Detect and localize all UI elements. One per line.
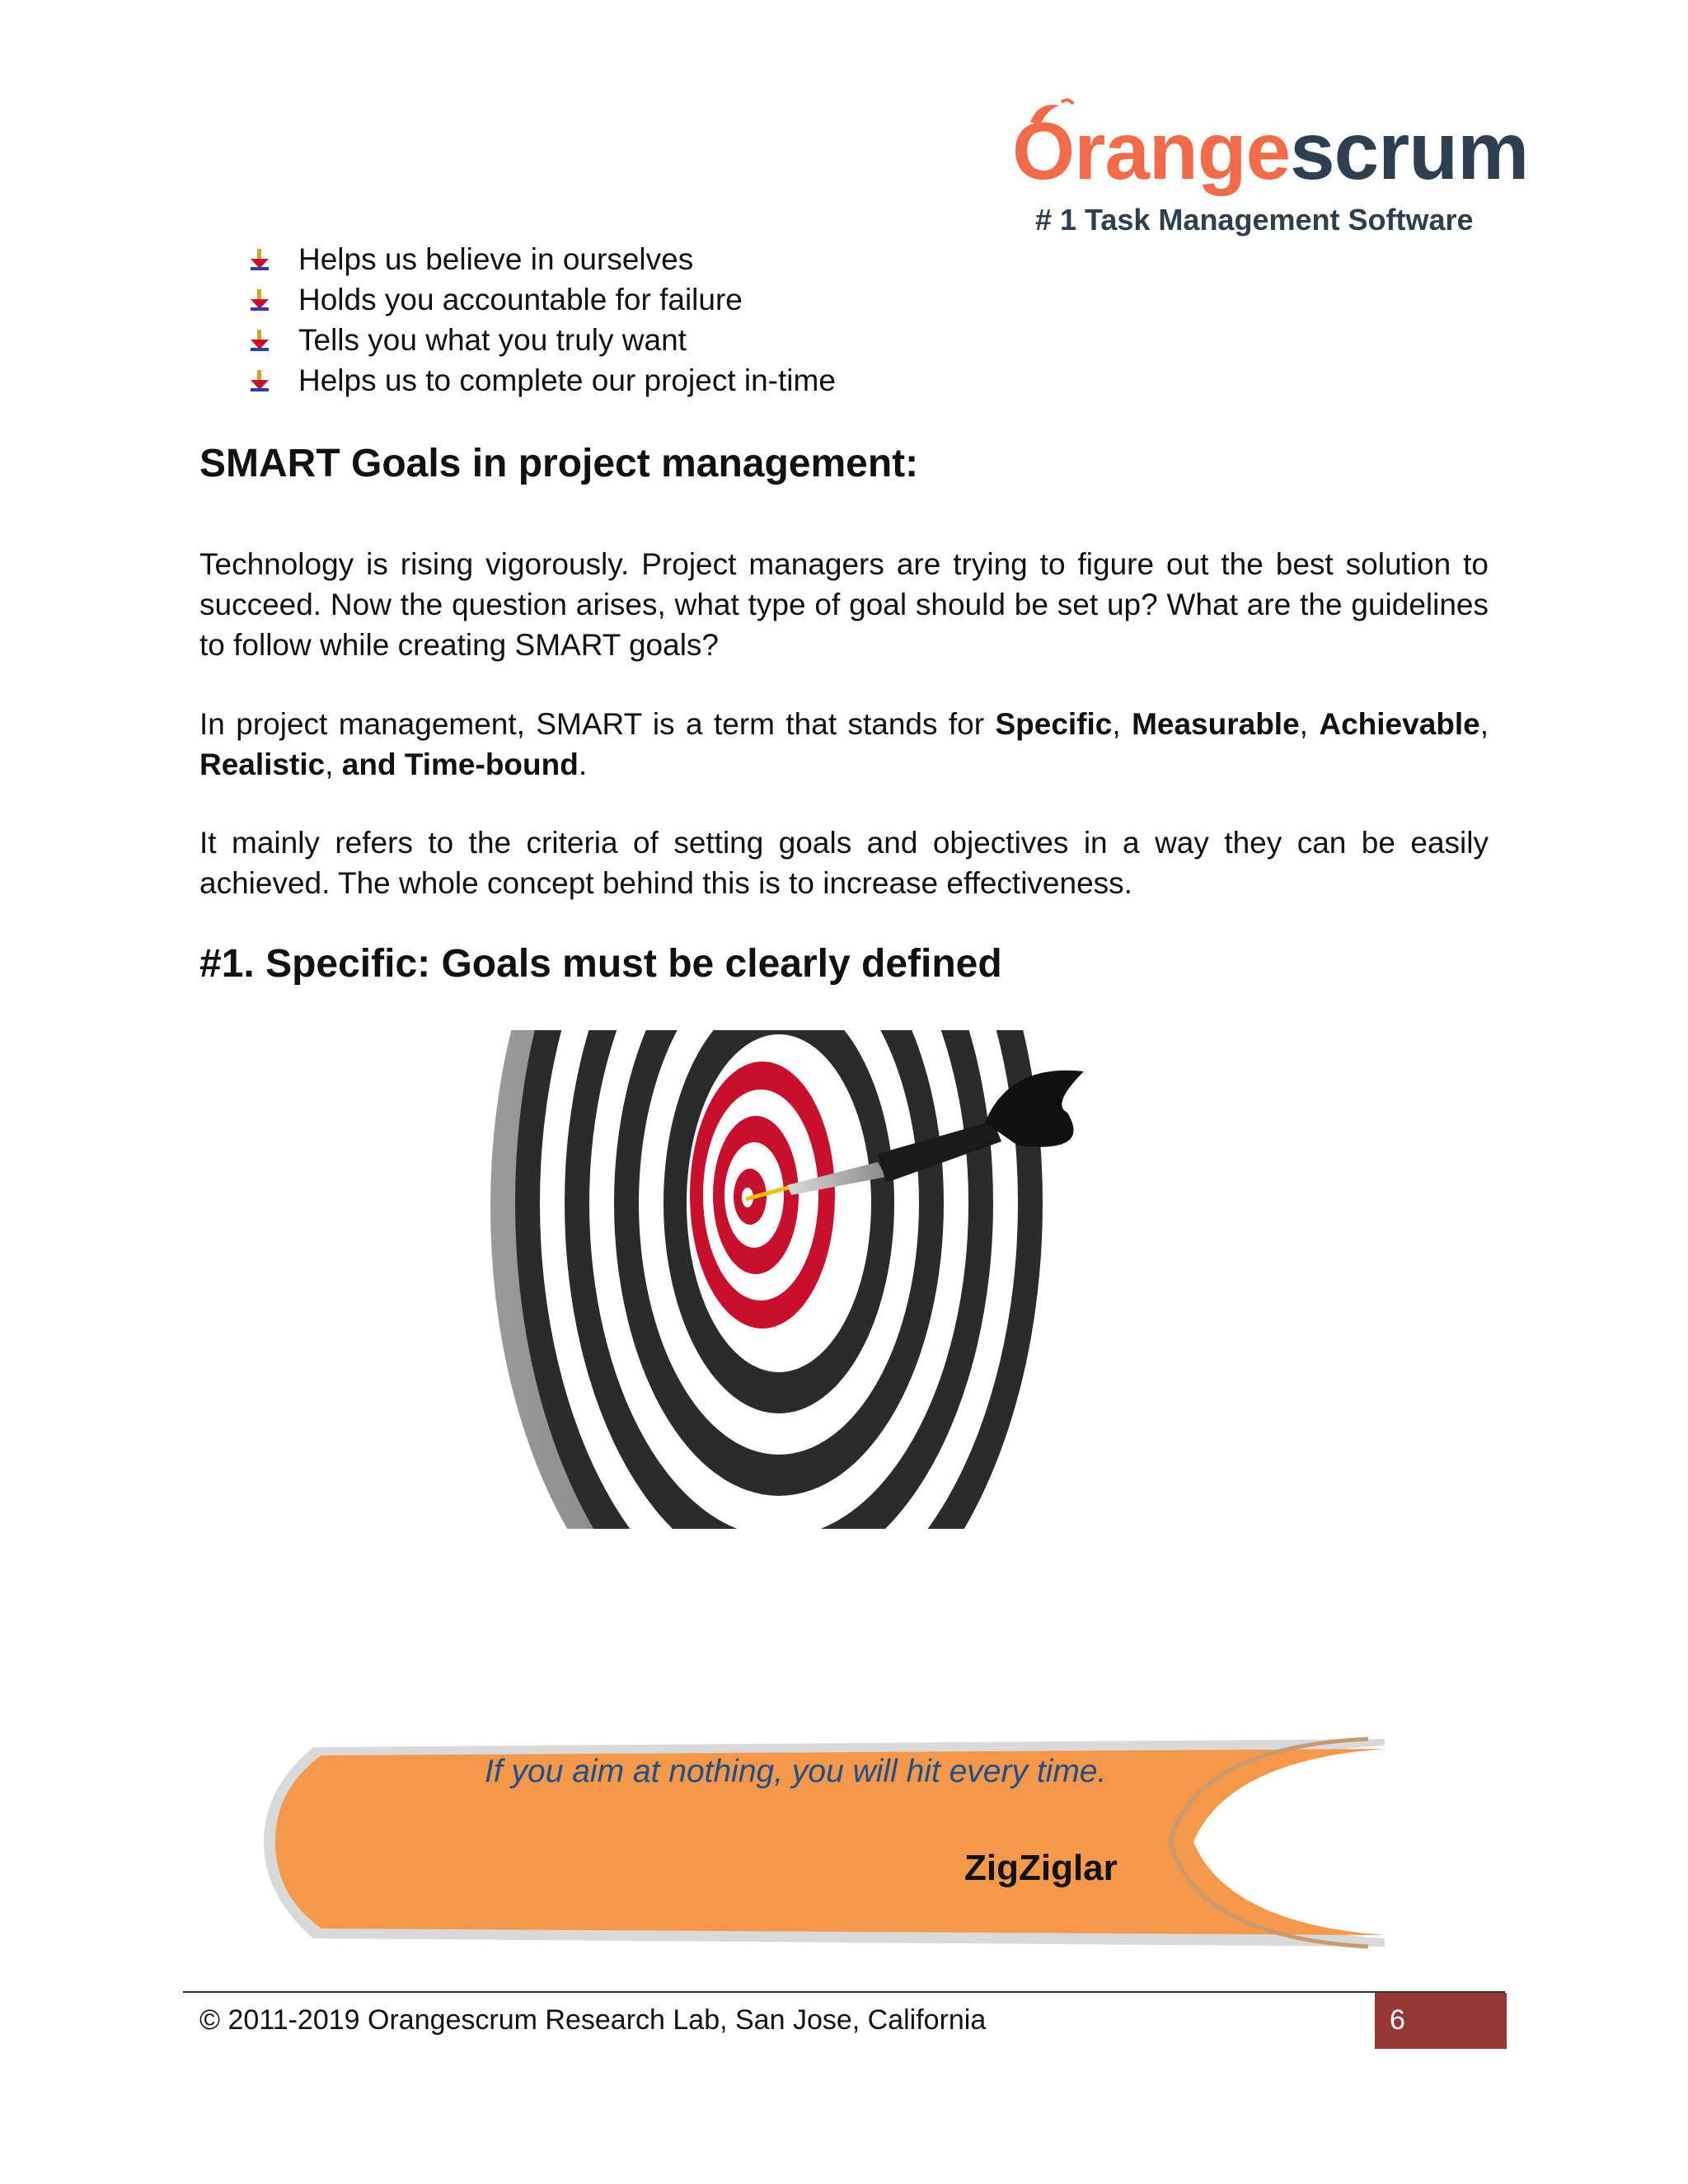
p2-comma: , xyxy=(1112,707,1132,741)
arrow-down-bullet-icon xyxy=(247,328,272,353)
list-item xyxy=(247,360,836,401)
list-item-text: Helps us to complete our project in-time xyxy=(298,363,836,397)
list-item-text: Tells you what you truly want xyxy=(298,322,687,357)
footer-copyright: © 2011-2019 Orangescrum Research Lab, San Jose, California xyxy=(199,2004,987,2036)
benefits-list xyxy=(247,239,836,401)
page-number-box xyxy=(1375,1993,1507,2049)
smart-definition-paragraph xyxy=(199,704,1489,785)
dartboard-target-image xyxy=(416,1030,1133,1529)
term-timebound: and Time-bound xyxy=(341,748,579,781)
term-measurable: Measurable xyxy=(1132,707,1300,741)
quote-text: If you aim at nothing, you will hit every time. xyxy=(485,1754,1107,1789)
logo-wordmark xyxy=(1012,105,1529,196)
quote-author: ZigZiglar xyxy=(964,1848,1118,1888)
list-item-text: Helps us believe in ourselves xyxy=(298,241,694,276)
arrow-down-bullet-icon xyxy=(247,368,272,393)
list-item xyxy=(247,239,836,279)
section-heading: SMART Goals in project management: xyxy=(199,442,919,485)
p2-comma: , xyxy=(1299,707,1320,741)
logo-word-scrum: scrum xyxy=(1290,105,1529,196)
term-realistic: Realistic xyxy=(199,748,326,781)
logo-word-range: range xyxy=(1074,105,1291,196)
orangescrum-logo xyxy=(1012,97,1529,246)
specific-heading: #1. Specific: Goals must be clearly defined xyxy=(199,942,1002,986)
term-achievable: Achievable xyxy=(1319,707,1480,741)
list-item xyxy=(247,320,836,360)
term-specific: Specific xyxy=(995,707,1113,741)
p2-comma: , xyxy=(325,748,342,781)
arrow-down-bullet-icon xyxy=(247,247,272,272)
p2-lead: In project management, SMART is a term that stands for xyxy=(199,707,996,741)
criteria-paragraph: It mainly refers to the criteria of setting goals and objectives in a way they can be easily achieved. The whole concept behind this is to increase effectiveness. xyxy=(199,826,1489,900)
page-number: 6 xyxy=(1390,2004,1405,2036)
arrow-down-bullet-icon xyxy=(247,288,272,312)
logo-word-o: O xyxy=(1012,105,1075,196)
logo-tagline: # 1 Task Management Software xyxy=(1035,203,1474,237)
list-item-text: Holds you accountable for failure xyxy=(298,282,743,316)
footer-divider xyxy=(183,1991,1505,1993)
intro-paragraph: Technology is rising vigorously. Project managers are trying to figure out the best solution to succeed. Now the question arises, what type of goal should be set up? What are the guidelines to follow while creating SMART goals? xyxy=(199,547,1489,662)
list-item xyxy=(247,279,836,320)
p2-comma: , xyxy=(1479,707,1489,741)
p2-end: . xyxy=(578,748,588,781)
